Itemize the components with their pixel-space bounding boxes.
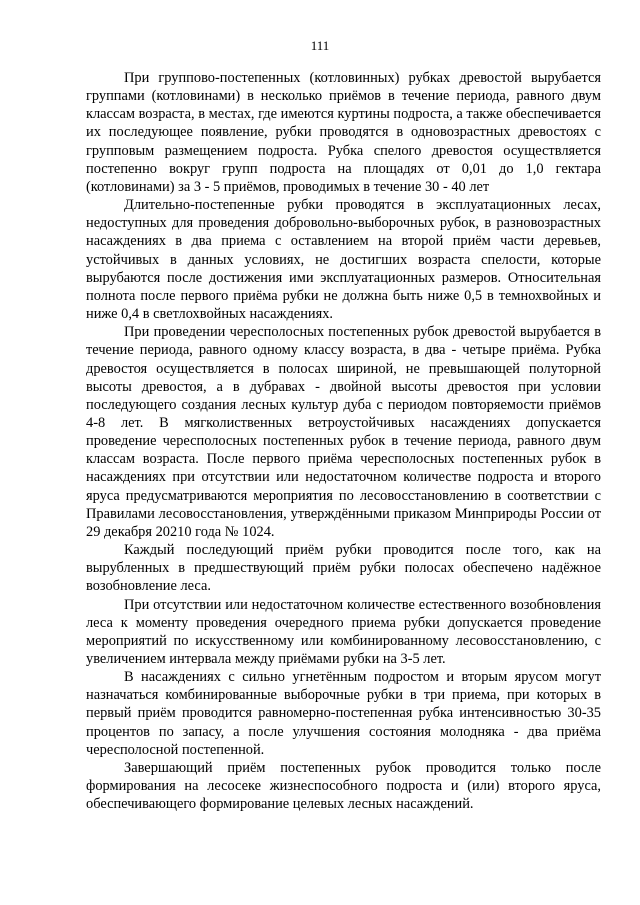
paragraph-long-term-gradual-felling: Длительно-постепенные рубки проводятся в эксплуатационных лесах, недоступных для проведения добровольно-выборочных рубок, в разновозрастных насаждениях в два приема с оставлением на второй приём части деревьев, устойчивых в данных условиях, не достигших возраста спелости, которые вырубаются после достижения ими эксплуатационных размеров. Относительная полнота после первого приёма рубки не должна быть ниже 0,5 в темнохвойных и ниже 0,4 в светлохвойных насаждениях.: [86, 197, 601, 323]
paragraph-final-felling: Завершающий приём постепенных рубок проводится только после формирования на лесосеке жизнеспособного подроста и (или) второго яруса, обеспечивающего формирование целевых лесных насаждений.: [86, 759, 601, 813]
paragraph-insufficient-regeneration: При отсутствии или недостаточном количестве естественного возобновления леса к моменту проведения очередного приема рубки допускается проведение мероприятий по искусственному или комбинированному лесовосстановлению, с увеличением интервала между приёмами рубки на 3-5 лет.: [86, 596, 601, 667]
paragraph-subsequent-felling: Каждый последующий приём рубки проводится после того, как на вырубленных в предшествующий приём рубки полосах обеспечено надёжное возобновление леса.: [86, 542, 601, 595]
page-number: 111: [310, 38, 330, 53]
paragraph-strip-gradual-felling: При проведении чересполосных постепенных рубок древостой вырубается в течение периода, равного одному классу возраста, в два - четыре приёма. Рубка древостоя осуществляется в полосах шириной, не превышающей полуторной высоты древостоя, а в дубравах - двойной высоты древостоя при условии последующего создания лесных культур дуба с периодом повторяемости приёмов 4-8 лет. В мягколиственных ветроустойчивых насаждениях допускается проведение чересполосных постепенных рубок в течение периода, равного двум классам возраста. После первого приёма чересполосных постепенных рубок в насаждениях при отсутствии или недостаточном количестве подроста и второго яруса предусматриваются мероприятия по лесовосстановлению в соответствии с Правилами лесовосстановления, утверждёнными приказом Минприроды России от 29 декабря 20210 года № 1024.: [86, 324, 601, 540]
paragraph-combined-selective-felling: В насаждениях с сильно угнетённым подростом и вторым ярусом могут назначаться комбинированные выборочные рубки в три приема, при которых в первый приём проводится равномерно-постепенная рубка интенсивностью 30-35 процентов по запасу, а после улучшения состояния молодняка - два приёма чересполосной постепенной.: [86, 669, 601, 758]
paragraph-group-gradual-felling: При группово-постепенных (котловинных) рубках древостой вырубается группами (котловинами) в несколько приёмов в течение периода, равного двум классам возраста, в местах, где имеются куртины подроста, а также обеспечивается их последующее появление, рубки проводятся в одновозрастных древостоях с групповым размещением подроста. Рубка спелого древостоя осуществляется постепенно вокруг групп подроста на площадях от 0,01 до 1,0 гектара (котловинами) за 3 - 5 приёмов, проводимых в течение 30 - 40 лет: [86, 70, 601, 195]
document-body: [86, 69, 601, 813]
